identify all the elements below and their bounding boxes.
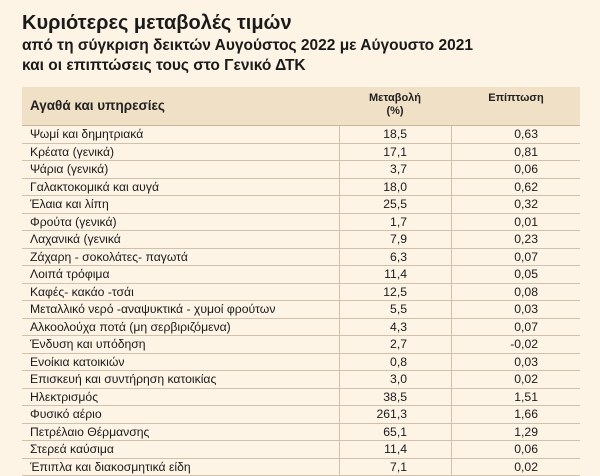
cell-change: 38,5 [340,389,452,406]
cell-change: 11,4 [340,266,452,283]
table-row [22,249,580,267]
cell-change: 12,5 [340,284,452,301]
page-subtitle-line-1: από τη σύγκριση δεικτών Αυγούστος 2022 με Αύγουστο 2021 [22,36,582,56]
cell-goods-services: Έπιπλα και διακοσμητικά είδη [22,459,340,476]
cell-change: 7,1 [340,459,452,476]
table-row [22,424,580,442]
table-row [22,336,580,354]
cell-impact: 0,23 [452,231,580,248]
cell-goods-services: Επισκευή και συντήρηση κατοικίας [22,371,340,388]
table-row [22,406,580,424]
table-row [22,214,580,232]
table-row [22,266,580,284]
cell-goods-services: Κρέατα (γενικά) [22,144,340,161]
cell-change: 2,7 [340,336,452,353]
cell-change: 6,3 [340,249,452,266]
cell-goods-services: Ένδυση και υπόδηση [22,336,340,353]
page-title: Κυριότερες μεταβολές τιμών [22,10,582,36]
cell-change: 65,1 [340,424,452,441]
cell-goods-services: Φυσικό αέριο [22,406,340,423]
table-row [22,459,580,476]
cell-change: 0,8 [340,354,452,371]
cell-impact: 0,02 [452,459,580,476]
cell-goods-services: Ενοίκια κατοικιών [22,354,340,371]
column-header-change-line-1: Μεταβολή [369,92,421,104]
cell-goods-services: Καφές- κακάο -τσάι [22,284,340,301]
table-row [22,196,580,214]
cell-goods-services: Πετρέλαιο Θέρμανσης [22,424,340,441]
cell-goods-services: Μεταλλικό νερό -αναψυκτικά - χυμοί φρούτων [22,301,340,318]
table-row [22,179,580,197]
cell-goods-services: Ψάρια (γενικά) [22,161,340,178]
cell-impact: 0,06 [452,161,580,178]
table-row [22,284,580,302]
page-subtitle-line-2: και οι επιπτώσεις τους στο Γενικό ΔΤΚ [22,56,582,76]
cell-impact: 0,07 [452,319,580,336]
table-row [22,371,580,389]
cell-change: 18,5 [340,126,452,143]
cell-change: 17,1 [340,144,452,161]
column-header-change [340,92,450,118]
cell-change: 5,5 [340,301,452,318]
cell-change: 1,7 [340,214,452,231]
cell-goods-services: Αλκοολούχα ποτά (μη σερβιριζόμενα) [22,319,340,336]
column-header-impact: Επίπτωση [452,92,580,104]
cell-goods-services: Ζάχαρη - σοκολάτες- παγωτά [22,249,340,266]
cell-change: 18,0 [340,179,452,196]
cell-goods-services: Γαλακτοκομικά και αυγά [22,179,340,196]
cell-impact: 1,51 [452,389,580,406]
table-row [22,319,580,337]
cell-impact: 0,06 [452,441,580,458]
cell-goods-services: Ηλεκτρισμός [22,389,340,406]
cell-impact: -0,02 [452,336,580,353]
cell-impact: 1,66 [452,406,580,423]
table-row [22,231,580,249]
table-body [22,126,580,476]
table-row [22,126,580,144]
table-row [22,144,580,162]
column-header-change-line-2: (%) [386,105,403,117]
cell-change: 3,7 [340,161,452,178]
cell-change: 3,0 [340,371,452,388]
cell-goods-services: Στερεά καύσιμα [22,441,340,458]
cell-impact: 0,32 [452,196,580,213]
cell-change: 11,4 [340,441,452,458]
table-row [22,389,580,407]
table-row [22,301,580,319]
cell-change: 7,9 [340,231,452,248]
cell-impact: 1,29 [452,424,580,441]
cell-impact: 0,62 [452,179,580,196]
cell-impact: 0,03 [452,301,580,318]
cell-impact: 0,63 [452,126,580,143]
cell-impact: 0,02 [452,371,580,388]
cell-impact: 0,03 [452,354,580,371]
column-header-goods-services: Αγαθά και υπηρεσίες [30,98,165,113]
cell-change: 261,3 [340,406,452,423]
cell-change: 4,3 [340,319,452,336]
table-row [22,354,580,372]
table-header [22,87,580,126]
table-row [22,161,580,179]
cell-goods-services: Φρούτα (γενικά) [22,214,340,231]
cell-impact: 0,05 [452,266,580,283]
cell-impact: 0,81 [452,144,580,161]
report-header [22,10,582,76]
cell-goods-services: Έλαια και λίπη [22,196,340,213]
cell-goods-services: Λαχανικά (γενικά [22,231,340,248]
price-changes-table [22,87,580,476]
cell-impact: 0,08 [452,284,580,301]
table-row [22,441,580,459]
cell-impact: 0,07 [452,249,580,266]
cell-goods-services: Λοιπά τρόφιμα [22,266,340,283]
cell-change: 25,5 [340,196,452,213]
cell-goods-services: Ψωμί και δημητριακά [22,126,340,143]
cell-impact: 0,01 [452,214,580,231]
